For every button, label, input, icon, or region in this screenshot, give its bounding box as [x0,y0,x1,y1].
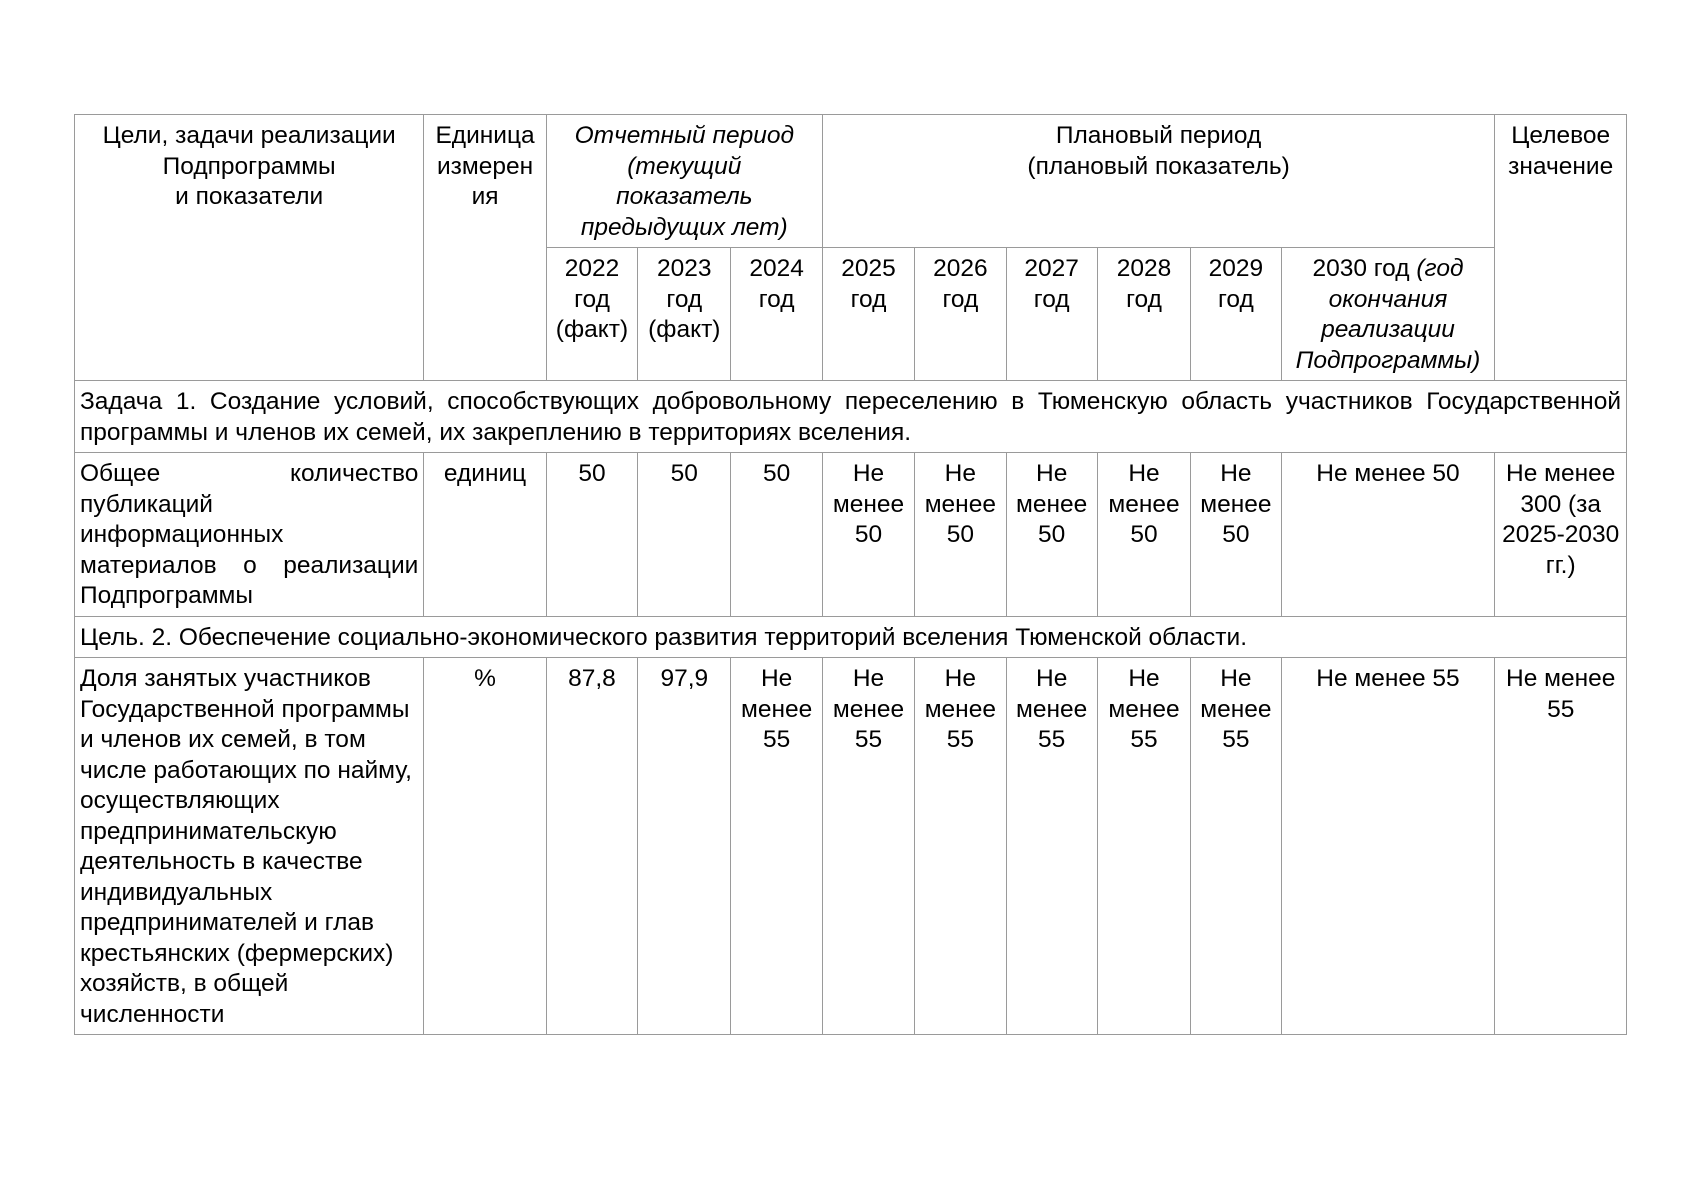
header-target: Целевое значение [1495,115,1627,381]
indicator-2-2023: 97,9 [638,658,731,1035]
indicators-table [74,114,1627,1035]
header-year-2026: 2026 год [915,248,1006,381]
indicator-1-2026: Не менее 50 [915,453,1006,617]
indicator-1-2022: 50 [546,453,637,617]
indicator-1-2028: Не менее 50 [1097,453,1190,617]
indicator-2-2030: Не менее 55 [1281,658,1495,1035]
header-year-2024: 2024 год [731,248,822,381]
document-page [74,114,1627,1035]
indicator-2-2024: Не менее 55 [731,658,822,1035]
header-year-2023: 2023 год (факт) [638,248,731,381]
indicator-1-2027: Не менее 50 [1006,453,1097,617]
indicator-2-2022: 87,8 [546,658,637,1035]
header-year-2025: 2025 год [822,248,914,381]
header-year-2028: 2028 год [1097,248,1190,381]
indicator-2-2028: Не менее 55 [1097,658,1190,1035]
indicator-1-name: Общее количество публикаций информационных материалов о реализации Подпрограммы [75,453,424,617]
header-goals: Цели, задачи реализации Подпрограммы и показатели [75,115,424,381]
indicator-2-name: Доля занятых участников Государственной программы и членов их семей, в том числе работающих по найму, осуществляющих предпринимательскую деятельность в качестве индивидуальных предпринимателей и глав крестьянских (фермерских) хозяйств, в общей численности [75,658,424,1035]
header-year-2029: 2029 год [1191,248,1281,381]
header-year-2022: 2022 год (факт) [546,248,637,381]
task-row-1 [75,381,1627,453]
indicator-1-target: Не менее 300 (за 2025-2030 гг.) [1495,453,1627,617]
header-year-2030: 2030 год (год окончания реализации Подпрограммы) [1281,248,1495,381]
header-reporting-period: Отчетный период (текущий показатель предыдущих лет) [546,115,822,248]
indicator-1-2023: 50 [638,453,731,617]
goal-row-2 [75,616,1627,658]
indicator-1-2024: 50 [731,453,822,617]
indicator-1-2029: Не менее 50 [1191,453,1281,617]
task-1-text: Задача 1. Создание условий, способствующих добровольному переселению в Тюменскую область участников Государственной программы и членов их семей, их закреплению в территориях вселения. [75,381,1627,453]
indicator-2-2026: Не менее 55 [915,658,1006,1035]
indicator-1-2030: Не менее 50 [1281,453,1495,617]
indicator-1-2025: Не менее 50 [822,453,914,617]
indicator-2-unit: % [424,658,546,1035]
header-planned-period: Плановый период (плановый показатель) [822,115,1495,248]
indicator-row-1 [75,453,1627,617]
header-row-1 [75,115,1627,248]
header-year-2027: 2027 год [1006,248,1097,381]
indicator-1-unit: единиц [424,453,546,617]
indicator-2-2025: Не менее 55 [822,658,914,1035]
indicator-2-2029: Не менее 55 [1191,658,1281,1035]
indicator-row-2 [75,658,1627,1035]
goal-2-text: Цель. 2. Обеспечение социально-экономического развития территорий вселения Тюменской области. [75,616,1627,658]
indicator-2-2027: Не менее 55 [1006,658,1097,1035]
header-unit: Единица измерен ия [424,115,546,381]
indicator-2-target: Не менее 55 [1495,658,1627,1035]
